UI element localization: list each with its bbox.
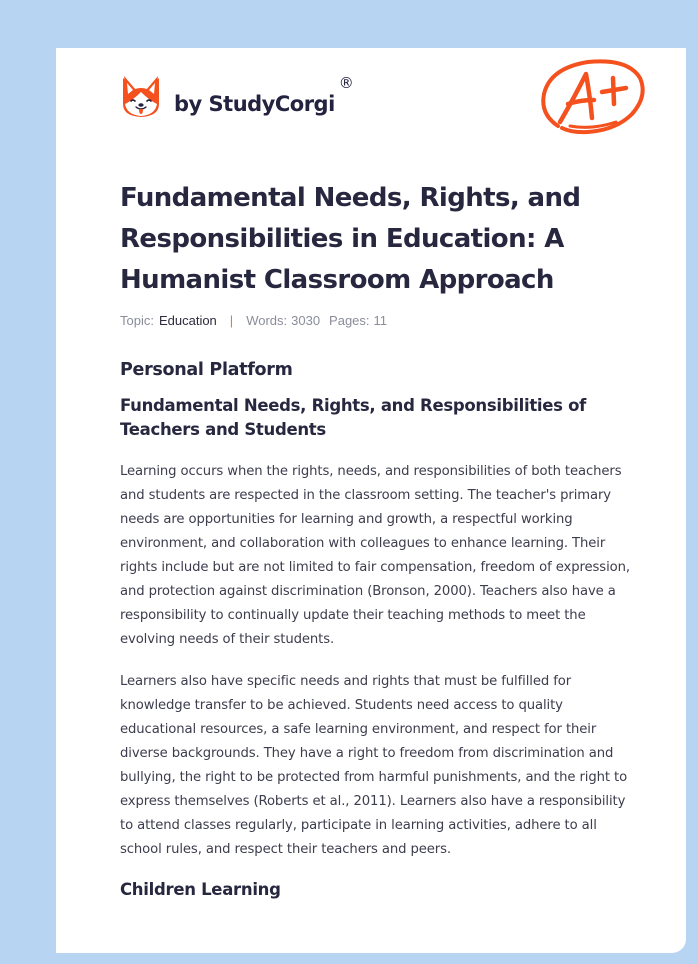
page-title: Fundamental Needs, Rights, and Responsibilities in Education: A Humanist Classroom Approach xyxy=(120,183,581,295)
meta-separator: | xyxy=(229,313,234,328)
a-plus-grade-icon xyxy=(536,56,652,142)
pages-label: Pages: xyxy=(329,313,370,328)
words-label: Words: xyxy=(246,313,288,328)
document-meta xyxy=(120,313,640,328)
paragraph: Learning occurs when the rights, needs, and responsibilities of both teachers and students are respected in the classroom setting. The teacher's primary needs are opportunities for learning and growth, a respectful working environment, and collaboration with colleagues to enhance learning. Their rights include but are not limited to fair compensation, freedom of expression, and protection against discrimination (Bronson, 2000). Teachers also have a responsibility to continually update their teaching methods to meet the evolving needs of their students. xyxy=(120,464,630,647)
pages-count: 11 xyxy=(373,313,388,328)
section-heading-children-learning: Children Learning xyxy=(120,880,281,899)
words-count: 3030 xyxy=(291,313,321,328)
section-heading-needs-rights: Fundamental Needs, Rights, and Responsibilities of Teachers and Students xyxy=(120,396,587,439)
corgi-icon xyxy=(121,74,161,120)
document-header xyxy=(56,48,686,158)
paragraph: Learners also have specific needs and rights that must be fulfilled for knowledge transfer to be achieved. Students need access to quality educational resources, a safe learning environment, and respect for their diverse backgrounds. They have a right to freedom from discrimination and bullying, the right to be protected from harmful punishments, and the right to express themselves (Roberts et al., 2011). Learners also have a responsibility to attend classes regularly, participate in learning activities, adhere to all school rules, and respect their teachers and peers. xyxy=(120,674,628,857)
document-content xyxy=(120,178,640,902)
document-card xyxy=(56,48,686,953)
section-heading-personal-platform: Personal Platform xyxy=(120,360,293,380)
registered-mark: ® xyxy=(338,74,354,92)
brand-name: by StudyCorgi xyxy=(174,92,335,116)
studycorgi-logo[interactable] xyxy=(121,74,354,120)
topic-link[interactable]: Education xyxy=(158,313,217,328)
topic-label: Topic: xyxy=(120,313,154,328)
